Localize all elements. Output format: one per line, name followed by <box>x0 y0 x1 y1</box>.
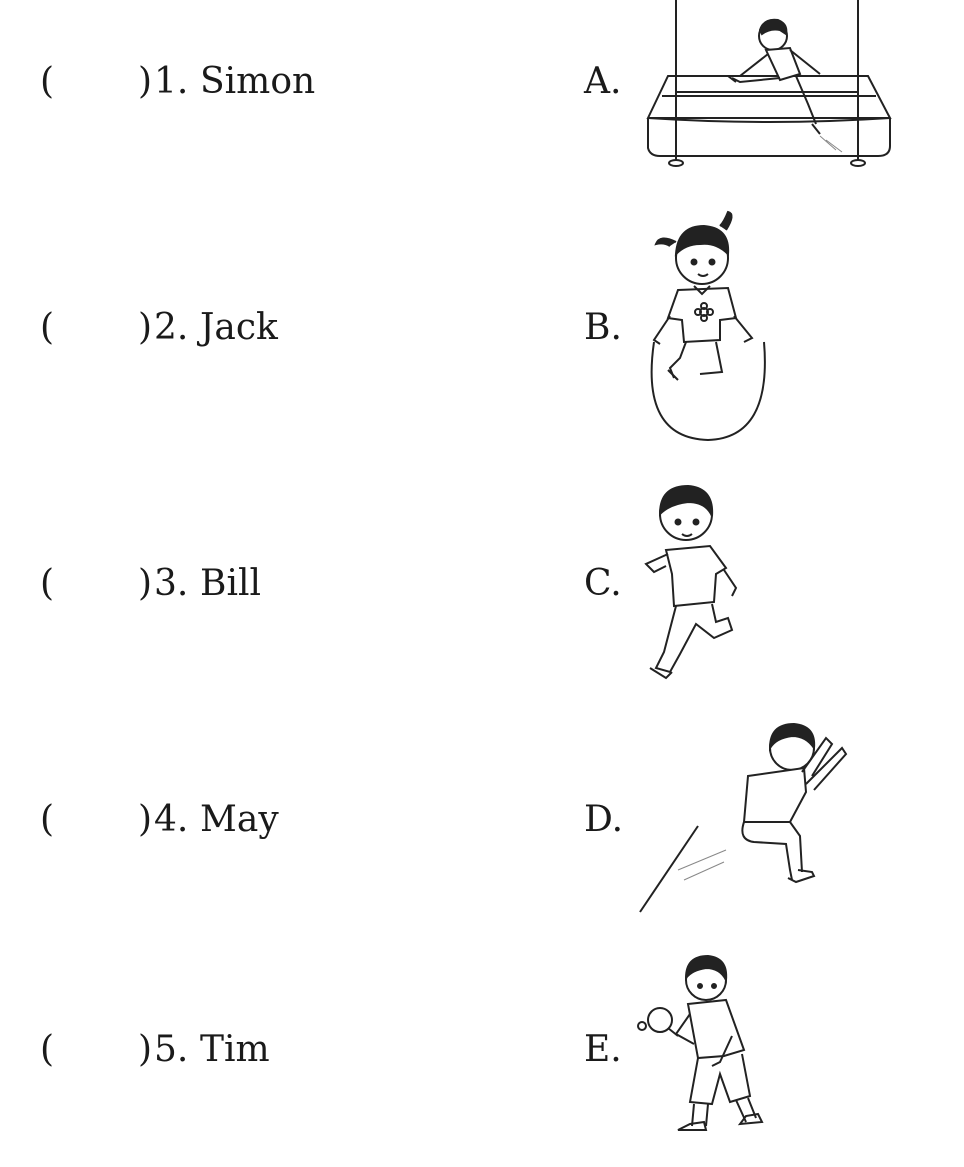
boy-jumping-over-trampoline-icon <box>640 0 895 172</box>
answer-paren-close: ) <box>138 562 153 604</box>
answer-paren-open: ( <box>40 562 55 604</box>
answer-paren-close: ) <box>138 798 153 840</box>
answer-paren-open: ( <box>40 1028 55 1070</box>
question-name: Jack <box>200 306 278 348</box>
boy-jumping-high-icon <box>636 722 854 918</box>
boy-running-icon <box>636 484 748 684</box>
answer-paren-open: ( <box>40 60 55 102</box>
match-row-2 <box>0 282 964 372</box>
question-name: Tim <box>200 1028 270 1070</box>
option-letter-d: D. <box>584 798 624 840</box>
answer-paren-close: ) <box>138 306 153 348</box>
question-number: 2. <box>154 306 189 348</box>
question-number: 3. <box>154 562 189 604</box>
boy-playing-table-tennis-icon <box>632 954 764 1144</box>
question-name: Bill <box>200 562 261 604</box>
option-letter-c: C. <box>584 562 622 604</box>
question-number: 5. <box>154 1028 189 1070</box>
answer-paren-close: ) <box>138 60 153 102</box>
question-name: Simon <box>200 60 316 102</box>
question-number: 4. <box>154 798 189 840</box>
option-letter-e: E. <box>584 1028 622 1070</box>
match-row-5 <box>0 1004 964 1094</box>
option-letter-b: B. <box>584 306 622 348</box>
option-letter-a: A. <box>584 60 622 102</box>
answer-paren-close: ) <box>138 1028 153 1070</box>
match-row-3 <box>0 538 964 628</box>
girl-skipping-rope-icon <box>640 208 776 444</box>
answer-paren-open: ( <box>40 306 55 348</box>
question-number: 1. <box>154 60 189 102</box>
question-name: May <box>200 798 279 840</box>
answer-paren-open: ( <box>40 798 55 840</box>
